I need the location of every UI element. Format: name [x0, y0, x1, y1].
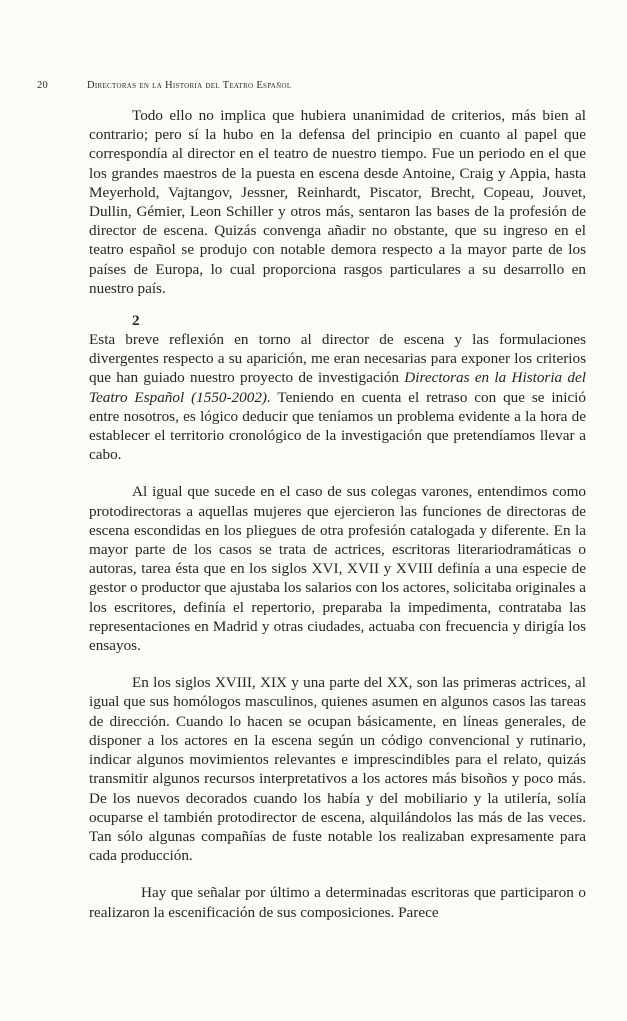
body-text: [89, 106, 586, 922]
running-title: Directoras en la Historia del Teatro Español: [87, 80, 292, 91]
paragraph-4: En los siglos XVIII, XIX y una parte del XX, son las primeras actrices, al igual que sus homólogos masculinos, quienes asumen en algunos casos las tareas de dirección. Cuando lo hacen se ocupan básicamente, en líneas generales, de disponer a los actores en la escena según un código convencional y rutinario, indicar algunos movimientos relevantes e imprescindibles para el relato, quizás transmitir algunos recursos interpretativos a los actores más bisoños y poco más. De los nuevos decorados cuando los había y del mobiliario y la utilería, solía ocuparse el también protodirector de escena, alquilándolos las más de las veces. Tan sólo algunas compañías de fuste notable los realizaban expresamente para cada producción.: [89, 674, 586, 865]
page-header: [37, 80, 597, 96]
section-number: 2: [132, 312, 140, 330]
paragraph-2-text-after: Teniendo en cuenta el retraso con que se inició entre nosotros, es lógico deducir que teníamos un problema evidente a la hora de establecer el territorio cronológico de la investigación que pretendíamos llevar a cabo.: [89, 388, 586, 464]
paragraph-2-text-before: Esta breve reflexión en torno al director de escena y las formulaciones divergentes respecto a su aparición, me eran necesarias para exponer los criterios que han guiado nuestro proyecto de investigación: [89, 331, 586, 387]
paragraph-3: Al igual que sucede en el caso de sus colegas varones, entendimos como protodirectoras a aquellas mujeres que ejercieron las funciones de directoras de escena escondidas en los pliegues de otra profesión catalogada y diferente. En la mayor parte de los casos se trata de actrices, escritoras literariodramáticas o autoras, tarea ésta que en los siglos XVI, XVII y XVIII definía a una especie de gestor o productor que ajustaba los salarios con los actores, solicitaba originales a los escritores, definía el repertorio, preparaba la impedimenta, contrataba las representaciones en Madrid y otras ciudades, actuaba con frecuencia y dirigía los ensayos.: [89, 483, 586, 655]
paragraph-1: Todo ello no implica que hubiera unanimidad de criterios, más bien al contrario; pero sí la hubo en la defensa del principio en cuanto al papel que correspondía al director en el teatro de nuestro tiempo. Fue un periodo en el que los grandes maestros de la puesta en escena desde Antoine, Craig y Appia, hasta Meyerhold, Vajtangov, Jessner, Reinhardt, Piscator, Brecht, Copeau, Jouvet, Dullin, Gémier, Leon Schiller y otros más, sentaron las bases de la profesión de director de escena. Quizás convenga añadir no obstante, que su ingreso en el teatro español se produjo con notable demora respecto a la mayor parte de los países de Europa, lo cual proporciona rasgos particulares a su desarrollo en nuestro país.: [89, 107, 586, 297]
project-title: Directoras en la Historia del Teatro Español (1550-2002).: [89, 369, 586, 406]
page-number: 20: [37, 80, 49, 91]
paragraph-5: Hay que señalar por último a determinadas escritoras que participaron o realizaron la escenificación de sus composiciones. Parece: [89, 884, 586, 921]
paragraph-2: [89, 330, 586, 464]
